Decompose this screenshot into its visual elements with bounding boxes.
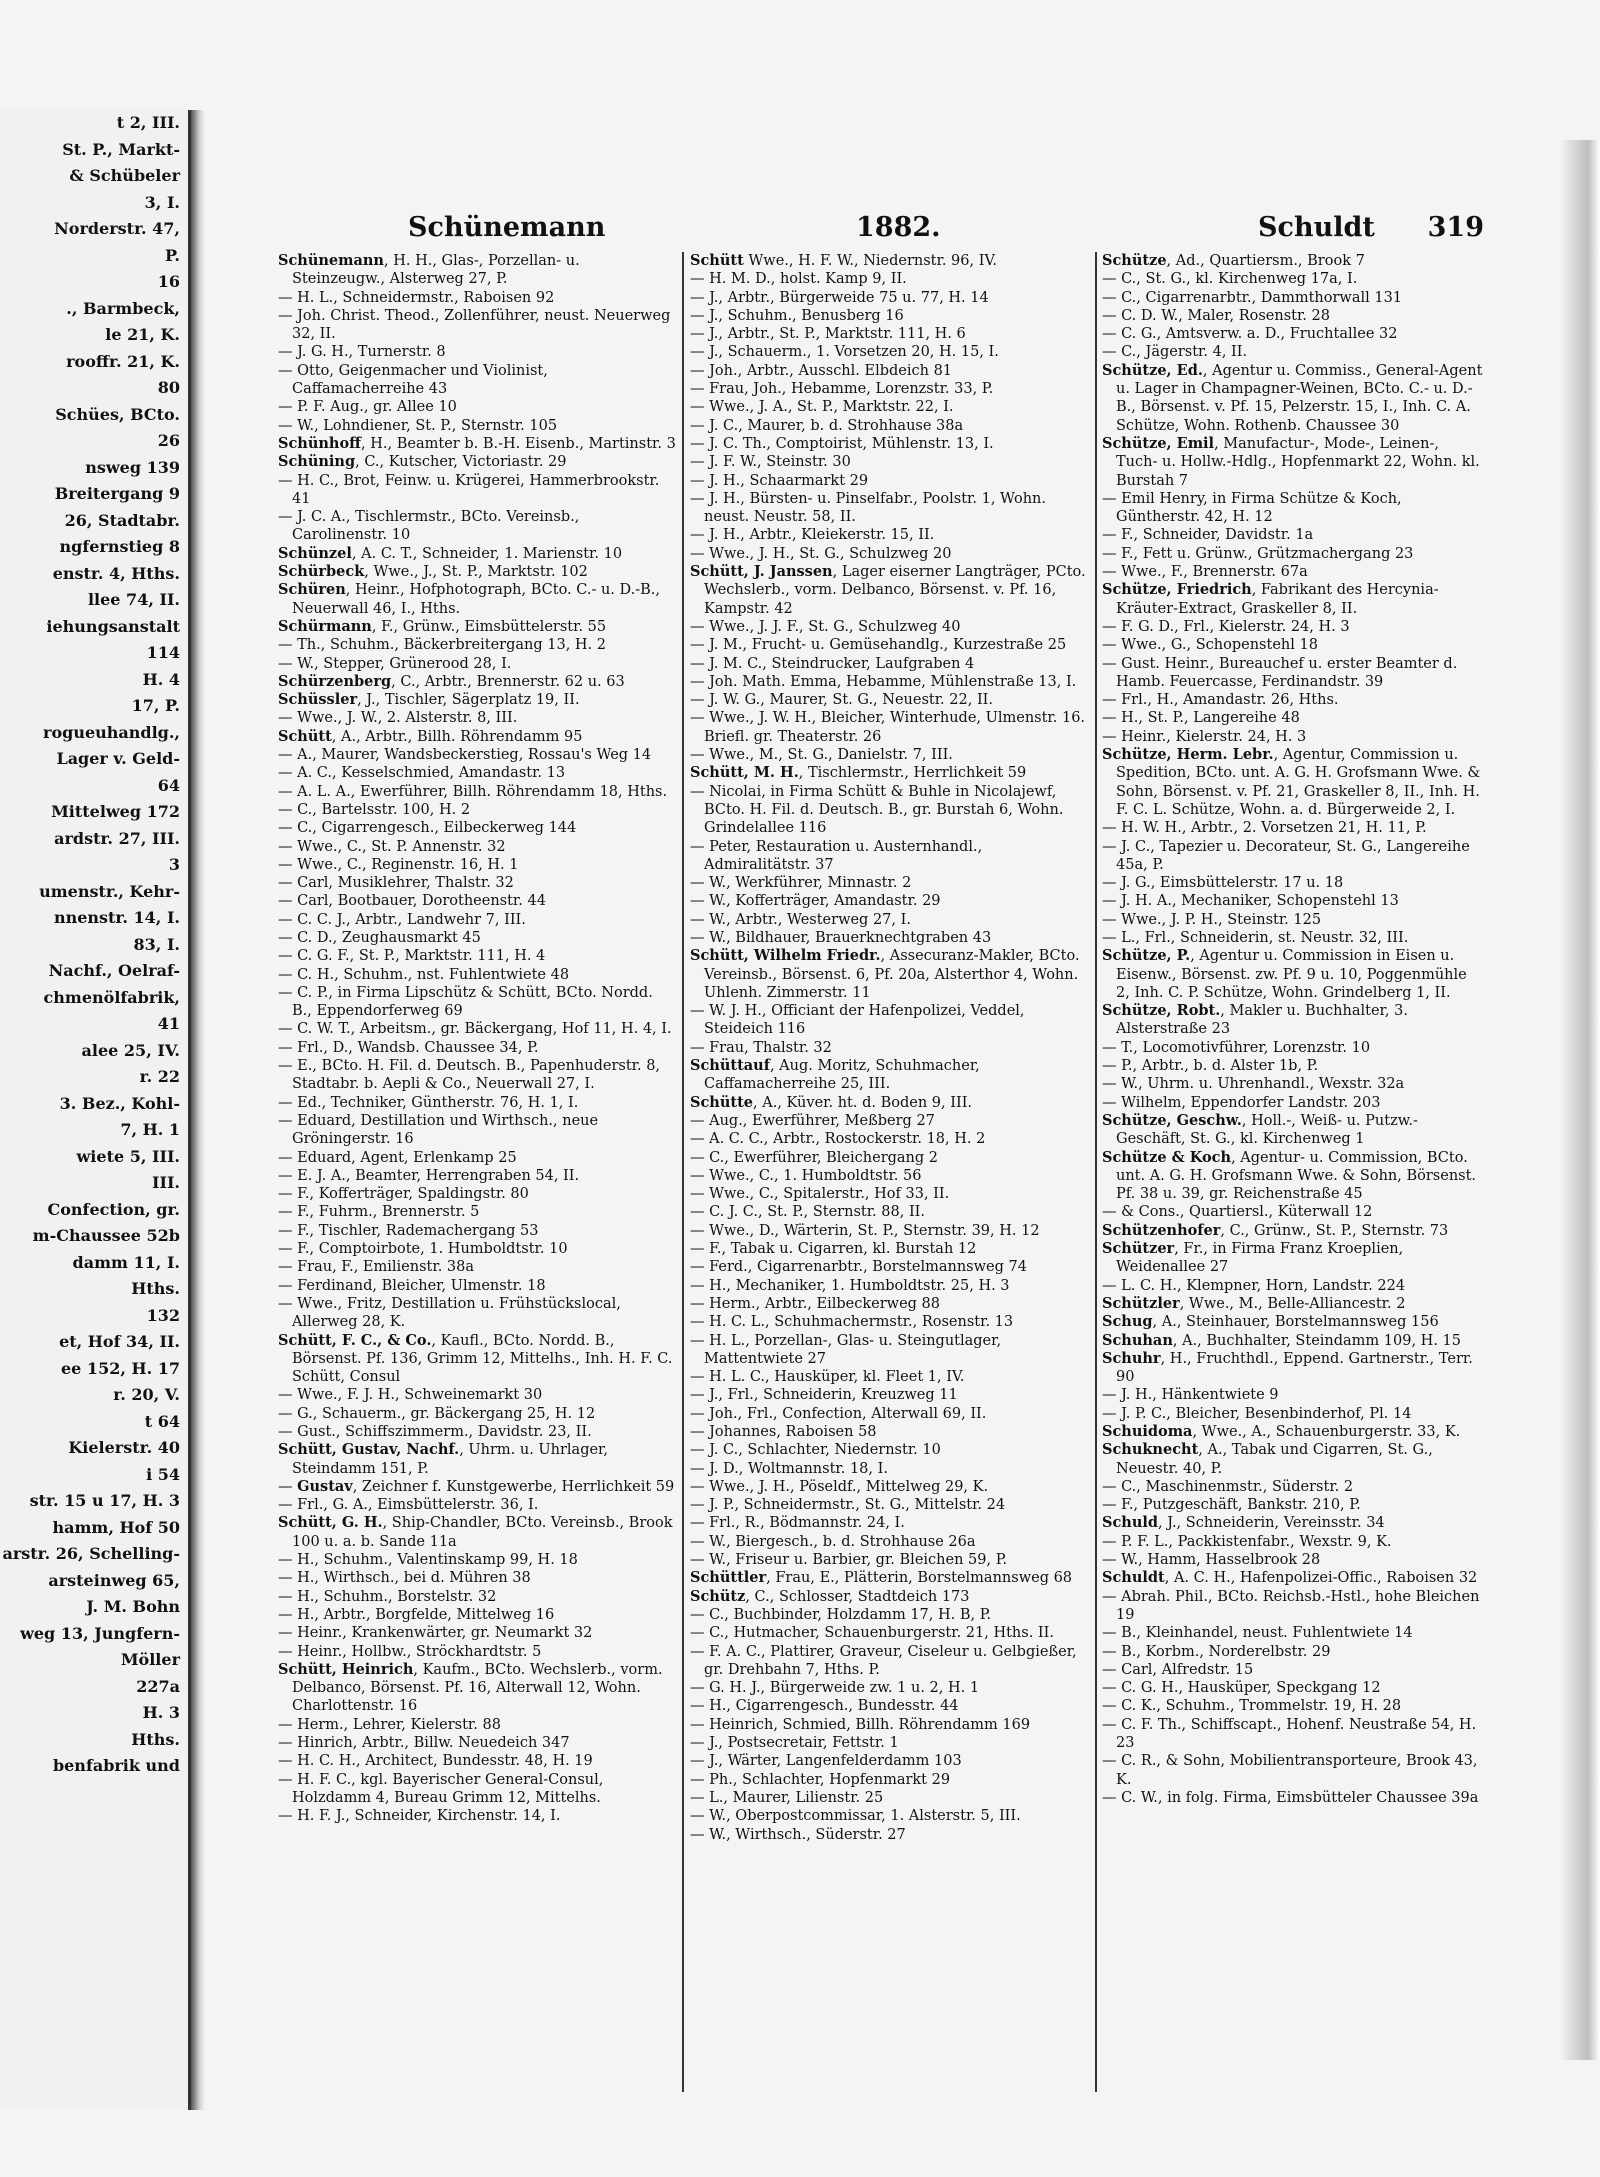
directory-entry: — Heinrich, Schmied, Billh. Röhrendamm 169 [690, 1716, 1031, 1733]
directory-entry: — J. P. C., Bleicher, Besenbinderhof, Pl. 14 [1102, 1405, 1412, 1422]
directory-entry: — A. C. C., Arbtr., Rostockerstr. 18, H. 2 [690, 1131, 986, 1148]
directory-entry: — P., Arbtr., b. d. Alster 1b, P. [1102, 1058, 1319, 1075]
directory-entry: — H., Arbtr., Borgfelde, Mittelweg 16 [278, 1606, 555, 1623]
directory-entry: — Joh. Christ. Theod., Zollenführer, neust. Neuerweg 32, II. [278, 307, 671, 343]
directory-entry: — F., Comptoirbote, 1. Humboldtstr. 10 [278, 1241, 568, 1258]
directory-entry: — H., Wirthsch., bei d. Mühren 38 [278, 1570, 531, 1587]
header-first-name: Schünemann [408, 212, 606, 243]
directory-entry: Schuhr, H., Fruchthdl., Eppend. Gartnerstr., Terr. 90 [1102, 1349, 1473, 1386]
left-fragment-line: 80 [157, 378, 180, 397]
directory-entry: — Ferd., Cigarrenarbtr., Borstelmannsweg 74 [690, 1259, 1027, 1276]
directory-entry: — Frl., H., Amandastr. 26, Hths. [1102, 692, 1339, 709]
left-fragment-line: 17, P. [131, 696, 180, 715]
directory-entry: — J., Arbtr., St. P., Marktstr. 111, H. 6 [690, 326, 966, 343]
directory-entry: — J. F. W., Steinstr. 30 [690, 454, 851, 471]
directory-entry: Schug, A., Steinhauer, Borstelmannsweg 156 [1102, 1313, 1439, 1331]
directory-entry: — C. W. T., Arbeitsm., gr. Bäckergang, Hof 11, H. 4, I. [278, 1021, 672, 1038]
left-fragment-line: le 21, K. [105, 325, 180, 344]
directory-entry: — C. G. F., St. P., Marktstr. 111, H. 4 [278, 948, 546, 965]
directory-entry: — Wwe., J. W., 2. Alsterstr. 8, III. [278, 710, 518, 727]
directory-entry: Schützer, Fr., in Firma Franz Kroeplien, Weidenallee 27 [1102, 1240, 1404, 1276]
left-fragment-line: P. [165, 245, 180, 265]
directory-entry: — H., Mechaniker, 1. Humboldtstr. 25, H. 3 [690, 1277, 1010, 1294]
directory-entry: — H., Cigarrengesch., Bundesstr. 44 [690, 1698, 959, 1715]
directory-entry: — Herm., Arbtr., Eilbeckerweg 88 [690, 1295, 940, 1312]
directory-entry: — Wwe., C., St. P. Annenstr. 32 [278, 838, 506, 855]
directory-entry: Schünzel, A. C. T., Schneider, 1. Marienstr. 10 [278, 544, 623, 562]
left-fragment-line: hamm, Hof 50 [52, 1517, 180, 1537]
left-fragment-line: r. 22 [139, 1067, 180, 1086]
directory-entry: Schütz, C., Schlosser, Stadtdeich 173 [690, 1587, 970, 1605]
directory-entry: — Wwe., C., Spitalerstr., Hof 33, II. [690, 1186, 950, 1203]
directory-entry: — J. H., Bürsten- u. Pinselfabr., Poolstr. 1, Wohn. neust. Neustr. 58, II. [690, 490, 1046, 526]
directory-entry: — L., Maurer, Lilienstr. 25 [690, 1789, 884, 1806]
left-fragment-line: llee 74, II. [87, 590, 180, 609]
directory-entry: — H., Schuhm., Borstelstr. 32 [278, 1588, 497, 1605]
directory-entry: — Wilhelm, Eppendorfer Landstr. 203 [1102, 1094, 1381, 1111]
left-fragment-line: weg 13, Jungfern- [20, 1623, 180, 1643]
directory-entry: — C. G. H., Hausküper, Speckgang 12 [1102, 1680, 1381, 1697]
directory-entry: — J. C., Schlachter, Niedernstr. 10 [690, 1442, 941, 1459]
directory-entry: — Frau, Thalstr. 32 [690, 1039, 832, 1056]
directory-entry: Schütze, Ad., Quartiersm., Brook 7 [1102, 252, 1365, 269]
left-fragment-line: 114 [146, 643, 180, 662]
directory-entry: — Peter, Restauration u. Austernhandl., Admiralitätstr. 37 [690, 838, 983, 873]
directory-entry: Schütze, Robt., Makler u. Buchhalter, 3. Alsterstraße 23 [1102, 1002, 1408, 1038]
left-page-fragment [0, 110, 191, 2110]
left-fragment-line: 227a [136, 1676, 180, 1696]
directory-entry: — C. C. J., Arbtr., Landwehr 7, III. [278, 911, 526, 928]
directory-entry: — B., Korbm., Norderelbstr. 29 [1102, 1643, 1331, 1660]
directory-entry: — W., Bildhauer, Brauerknechtgraben 43 [690, 929, 992, 946]
left-fragment-line: wiete 5, III. [76, 1146, 180, 1166]
directory-entry: — J. H., Hänkentwiete 9 [1102, 1387, 1279, 1404]
left-fragment-line: str. 15 u 17, H. 3 [29, 1491, 180, 1510]
directory-entry: — Frl., D., Wandsb. Chaussee 34, P. [278, 1039, 539, 1056]
left-fragment-line: Nachf., Oelraf- [48, 961, 180, 980]
left-fragment-line: m-Chaussee 52b [32, 1226, 180, 1245]
directory-entry: — Gustav, Zeichner f. Kunstgewerbe, Herrlichkeit 59 [278, 1477, 675, 1495]
directory-entry: — Eduard, Destillation und Wirthsch., neue Gröningerstr. 16 [278, 1112, 599, 1148]
left-fragment-line: enstr. 4, Hths. [52, 563, 180, 583]
directory-entry: Schützenhofer, C., Grünw., St. P., Sternstr. 73 [1102, 1221, 1449, 1239]
directory-entry: — C., Cigarrengesch., Eilbeckerweg 144 [278, 820, 577, 837]
left-fragment-line: 3. Bez., Kohl- [59, 1093, 180, 1113]
directory-entry: — Wwe., J. W. H., Bleicher, Winterhude, Ulmenstr. 16. Briefl. gr. Theaterstr. 26 [690, 710, 1086, 745]
directory-entry: — Heinr., Kielerstr. 24, H. 3 [1102, 728, 1307, 745]
directory-entry: Schütze, Geschw., Holl.-, Weiß- u. Putzw.-Geschäft, St. G., kl. Kirchenweg 1 [1102, 1111, 1418, 1148]
directory-entry: — A., Maurer, Wandsbeckerstieg, Rossau's Weg 14 [278, 747, 652, 764]
directory-entry: Schuhan, A., Buchhalter, Steindamm 109, H. 15 [1102, 1331, 1461, 1349]
directory-entry: — Wwe., J. J. F., St. G., Schulzweg 40 [690, 618, 961, 635]
directory-entry: — C. F. Th., Schiffscapt., Hohenf. Neustraße 54, H. 23 [1102, 1716, 1477, 1752]
directory-entry: — Eduard, Agent, Erlenkamp 25 [278, 1149, 517, 1166]
directory-entry: — C. R., & Sohn, Mobilientransporteure, Brook 43, K. [1102, 1753, 1478, 1788]
left-fragment-line: 26, Stadtabr. [64, 510, 180, 530]
left-fragment-line: chmenölfabrik, [43, 987, 180, 1007]
directory-entry: Schütt, Gustav, Nachf., Uhrm. u. Uhrlager, Steindamm 151, P. [278, 1441, 609, 1477]
directory-entry: — Herm., Lehrer, Kielerstr. 88 [278, 1716, 501, 1733]
left-fragment-line: nsweg 139 [85, 457, 180, 477]
left-fragment-line: 3 [168, 855, 180, 874]
left-fragment-line: arstr. 26, Schelling- [2, 1544, 180, 1563]
left-fragment-line: Möller [120, 1650, 180, 1669]
directory-entry: Schütt, F. C., & Co., Kaufl., BCto. Nordd. B., Börsenst. Pf. 136, Grimm 12, Mittelhs., Inh. H. F. C. Schütt, Consul [278, 1331, 673, 1386]
directory-entry: Schütze, P., Agentur u. Commission in Eisen u. Eisenw., Börsenst. zw. Pf. 9 u. 10, Poggenmühle 2, Inh. C. P. Schütze, Wohn. Grindelberg 1, II. [1102, 947, 1467, 1001]
directory-entry: — W., Uhrm. u. Uhrenhandl., Wexstr. 32a [1102, 1076, 1405, 1093]
directory-entry: — B., Kleinhandel, neust. Fuhlentwiete 14 [1102, 1625, 1413, 1642]
directory-entry: — Wwe., C., 1. Humboldtstr. 56 [690, 1167, 922, 1184]
directory-entry: — J., Schauerm., 1. Vorsetzen 20, H. 15, I. [690, 344, 999, 361]
directory-entry: — H. M. D., holst. Kamp 9, II. [690, 271, 907, 288]
directory-entry: — H. L., Porzellan-, Glas- u. Steingutlager, Mattentwiete 27 [690, 1332, 1002, 1367]
directory-entry: — J. G. H., Turnerstr. 8 [278, 344, 446, 361]
directory-entry: — H. L. C., Hausküper, kl. Fleet 1, IV. [690, 1369, 965, 1386]
directory-entry: — J., Schuhm., Benusberg 16 [690, 307, 904, 324]
directory-entry: — C. K., Schuhm., Trommelstr. 19, H. 28 [1102, 1698, 1402, 1715]
directory-entry: — H. F. J., Schneider, Kirchenstr. 14, I. [278, 1808, 561, 1825]
directory-entry: — P. F. L., Packkistenfabr., Wexstr. 9, K. [1102, 1533, 1392, 1550]
directory-entry: — Wwe., J. H., St. G., Schulzweg 20 [690, 545, 952, 562]
directory-entry: — H., St. P., Langereihe 48 [1102, 710, 1300, 727]
directory-entry: — Johannes, Raboisen 58 [690, 1424, 877, 1440]
directory-entry: Schuld, J., Schneiderin, Vereinsstr. 34 [1102, 1514, 1385, 1532]
directory-entry: — Carl, Bootbauer, Dorotheenstr. 44 [278, 893, 546, 910]
directory-entry: — C. H., Schuhm., nst. Fuhlentwiete 48 [278, 966, 570, 983]
directory-entry: Schütze, Herm. Lebr., Agentur, Commission u. Spedition, BCto. unt. A. G. H. Grofsmann Wwe. & Sohn, Börsenst. v. Pf. 21, Graskeller 8, II., Inh. H. F. C. L. Schütze, Wohn. a. d. Bürgerweide 2, I. [1102, 746, 1481, 818]
left-fragment-line: Schües, BCto. [55, 404, 180, 424]
directory-entry: — & Cons., Quartiersl., Küterwall 12 [1102, 1204, 1373, 1221]
directory-entry: — Hinrich, Arbtr., Billw. Neuedeich 347 [278, 1735, 570, 1752]
left-fragment-line: benfabrik und [52, 1756, 180, 1775]
directory-entry: Schüren, Heinr., Hofphotograph, BCto. C.- u. D.-B., Neuerwall 46, I., Hths. [278, 581, 661, 617]
directory-entry: Schuknecht, A., Tabak und Cigarren, St. G., Neuestr. 40, P. [1102, 1441, 1433, 1477]
directory-entry: — F., Schneider, Davidstr. 1a [1102, 527, 1314, 544]
directory-entry: Schuidoma, Wwe., A., Schauenburgerstr. 33, K. [1102, 1423, 1461, 1440]
directory-entry: — W., Biergesch., b. d. Strohhause 26a [690, 1533, 976, 1550]
directory-entry: Schütt, Heinrich, Kaufm., BCto. Wechslerb., vorm. Delbanco, Börsenst. Pf. 16, Alterwall 12, Wohn. Charlottenstr. 16 [278, 1660, 663, 1715]
left-fragment-line: H. 3 [142, 1703, 180, 1722]
directory-entry: — Frl., R., Bödmannstr. 24, I. [690, 1515, 905, 1532]
directory-entry: Schütt, A., Arbtr., Billh. Röhrendamm 95 [278, 727, 583, 745]
left-fragment-line: rooffr. 21, K. [66, 351, 180, 371]
directory-entry: — J. M. C., Steindrucker, Laufgraben 4 [690, 655, 975, 672]
directory-entry: — Wwe., Fritz, Destillation u. Frühstückslocal, Allerweg 28, K. [278, 1295, 621, 1331]
directory-entry: — Joh. Math. Emma, Hebamme, Mühlenstraße 13, I. [690, 673, 1077, 690]
directory-column-2 [690, 252, 1088, 2092]
directory-entry: — Wwe., C., Reginenstr. 16, H. 1 [278, 856, 519, 873]
left-fragment-line: et, Hof 34, II. [59, 1332, 180, 1351]
directory-entry: — Carl, Musiklehrer, Thalstr. 32 [278, 875, 514, 892]
column-rule [682, 252, 684, 2092]
directory-entry: — F., Kofferträger, Spaldingstr. 80 [278, 1186, 529, 1203]
directory-entry: — W., Wirthsch., Süderstr. 27 [690, 1826, 906, 1843]
directory-entry: — G. H. J., Bürgerweide zw. 1 u. 2, H. 1 [690, 1680, 980, 1697]
directory-entry: — C., Cigarrenarbtr., Dammthorwall 131 [1102, 289, 1403, 306]
directory-entry: — Ferdinand, Bleicher, Ulmenstr. 18 [278, 1277, 546, 1294]
left-fragment-line: t 64 [144, 1411, 180, 1431]
left-fragment-line: umenstr., Kehr- [39, 881, 180, 901]
directory-entry: — Th., Schuhm., Bäckerbreitergang 13, H. 2 [278, 637, 606, 654]
left-fragment-line: 83, I. [133, 934, 180, 954]
directory-entry: — J., Postsecretair, Fettstr. 1 [690, 1735, 899, 1752]
left-fragment-line: 16 [157, 272, 180, 291]
directory-entry: — W., Friseur u. Barbier, gr. Bleichen 59, P. [690, 1552, 1008, 1569]
left-fragment-line: alee 25, IV. [81, 1040, 180, 1060]
directory-entry: — H., Schuhm., Valentinskamp 99, H. 18 [278, 1552, 578, 1569]
directory-entry: — W., Werkführer, Minnastr. 2 [690, 875, 912, 892]
directory-entry: — J. C. Th., Comptoirist, Mühlenstr. 13, I. [690, 435, 994, 452]
directory-entry: — Frau, Joh., Hebamme, Lorenzstr. 33, P. [690, 381, 994, 398]
directory-entry: — C. J. C., St. P., Sternstr. 88, II. [690, 1204, 926, 1221]
directory-entry: — Frau, F., Emilienstr. 38a [278, 1259, 475, 1276]
directory-entry: — W., Stepper, Grünerood 28, I. [278, 655, 512, 672]
directory-entry: — H. C. H., Architect, Bundesstr. 48, H. 19 [278, 1753, 593, 1770]
left-fragment-line: J. M. Bohn [86, 1597, 180, 1616]
directory-entry: — Wwe., J. H., Pöseldf., Mittelweg 29, K. [690, 1478, 989, 1495]
left-fragment-line: ardstr. 27, III. [54, 828, 180, 848]
directory-entry: — F. G. D., Frl., Kielerstr. 24, H. 3 [1102, 618, 1350, 635]
left-fragment-line: 26 [157, 431, 180, 450]
directory-entry: Schüssler, J., Tischler, Sägerplatz 19, II. [278, 691, 580, 709]
left-fragment-line: ., Barmbeck, [66, 298, 180, 318]
header-last-name: Schuldt [1258, 212, 1375, 243]
directory-entry: — Wwe., D., Wärterin, St. P., Sternstr. 39, H. 12 [690, 1222, 1040, 1239]
directory-entry: — J., Frl., Schneiderin, Kreuzweg 11 [690, 1387, 958, 1404]
directory-entry: Schütze & Koch, Agentur- u. Commission, BCto. unt. A. G. H. Grofsmann Wwe. & Sohn, Börsenst. Pf. 38 u. 39, gr. Reichenstraße 45 [1102, 1148, 1477, 1203]
directory-entry: — C. G., Amtsverw. a. D., Fruchtallee 32 [1102, 326, 1398, 343]
directory-entry: — F., Fett u. Grünw., Grützmachergang 23 [1102, 545, 1414, 562]
directory-entry: — C., Bartelsstr. 100, H. 2 [278, 801, 471, 818]
left-fragment-line: iehungsanstalt [46, 616, 180, 636]
directory-columns [278, 252, 1484, 2092]
left-fragment-line: r. 20, V. [113, 1385, 180, 1404]
directory-entry: — Ph., Schlachter, Hopfenmarkt 29 [690, 1771, 951, 1788]
directory-entry: — C., Jägerstr. 4, II. [1102, 344, 1248, 361]
directory-entry: Schützler, Wwe., M., Belle-Alliancestr. 2 [1102, 1294, 1406, 1312]
directory-entry: — Heinr., Krankenwärter, gr. Neumarkt 32 [278, 1625, 593, 1642]
column-rule [1095, 252, 1097, 2092]
directory-entry: — H. C. L., Schuhmachermstr., Rosenstr. 13 [690, 1314, 1014, 1331]
directory-entry: Schünemann, H. H., Glas-, Porzellan- u. Steinzeugw., Alsterweg 27, P. [278, 252, 580, 288]
left-fragment-line: Mittelweg 172 [51, 802, 180, 821]
left-fragment-line: Norderstr. 47, [54, 219, 180, 238]
directory-entry: — Gust. Heinr., Bureauchef u. erster Beamter d. Hamb. Feuercasse, Ferdinandstr. 39 [1102, 655, 1458, 690]
directory-entry: — C., Maschinenmstr., Süderstr. 2 [1102, 1478, 1354, 1495]
directory-entry: — F. A. C., Plattirer, Graveur, Ciseleur u. Gelbgießer, gr. Drehbahn 7, Hths. P. [690, 1643, 1077, 1678]
directory-entry: — Gust., Schiffszimmerm., Davidstr. 23, II. [278, 1424, 592, 1440]
directory-entry: — Nicolai, in Firma Schütt & Buhle in Nicolajewf, BCto. H. Fil. d. Deutsch. B., gr. Burstah 6, Wohn. Grindelallee 116 [690, 783, 1064, 837]
left-fragment-line: ee 152, H. 17 [61, 1358, 180, 1378]
page-number: 319 [1427, 212, 1484, 243]
directory-entry: — J. D., Woltmannstr. 18, I. [690, 1460, 888, 1477]
directory-entry: — J. M., Frucht- u. Gemüsehandlg., Kurzestraße 25 [690, 637, 1067, 654]
page-gutter [191, 110, 205, 2110]
directory-entry: — H. L., Schneidermstr., Raboisen 92 [278, 289, 555, 306]
directory-entry: — L. C. H., Klempner, Horn, Landstr. 224 [1102, 1277, 1406, 1294]
left-fragment-line: & Schübeler [69, 166, 180, 185]
directory-entry: — J. C., Maurer, b. d. Strohhause 38a [690, 417, 964, 434]
left-fragment-line: 64 [157, 775, 180, 795]
directory-entry: — J. C. A., Tischlermstr., BCto. Vereinsb., Carolinenstr. 10 [278, 509, 580, 544]
directory-entry: — T., Locomotivführer, Lorenzstr. 10 [1102, 1039, 1371, 1056]
directory-entry: — F., Fuhrm., Brennerstr. 5 [278, 1204, 480, 1221]
directory-entry: — W. J. H., Officiant der Hafenpolizei, Veddel, Steideich 116 [690, 1003, 1025, 1038]
directory-entry: — J. P., Schneidermstr., St. G., Mittelstr. 24 [690, 1497, 1006, 1514]
directory-entry: — J. H., Arbtr., Kleiekerstr. 15, II. [690, 527, 935, 544]
directory-entry: — Wwe., F., Brennerstr. 67a [1102, 564, 1308, 581]
directory-entry: — J. G., Eimsbüttelerstr. 17 u. 18 [1102, 875, 1344, 892]
directory-entry: — Joh., Frl., Confection, Alterwall 69, II. [690, 1405, 987, 1422]
left-fragment-line: Confection, gr. [47, 1199, 180, 1219]
directory-entry: — Aug., Ewerführer, Meßberg 27 [690, 1112, 935, 1129]
directory-entry: Schütt, G. H., Ship-Chandler, BCto. Vereinsb., Brook 100 u. a. b. Sande 11a [278, 1514, 673, 1550]
page-header [268, 212, 1484, 252]
directory-entry: Schürbeck, Wwe., J., St. P., Marktstr. 102 [278, 563, 588, 581]
directory-entry: — F., Putzgeschäft, Bankstr. 210, P. [1102, 1497, 1361, 1514]
directory-entry: — Abrah. Phil., BCto. Reichsb.-Hstl., hohe Bleichen 19 [1102, 1588, 1480, 1623]
left-fragment-line: arsteinweg 65, [48, 1570, 180, 1590]
left-fragment-line: damm 11, I. [72, 1252, 180, 1272]
directory-column-1 [278, 252, 676, 2092]
directory-entry: Schütze, Emil, Manufactur-, Mode-, Leinen-, Tuch- u. Hollw.-Hdlg., Hopfenmarkt 22, Wohn. kl. Burstah 7 [1102, 434, 1480, 489]
directory-entry: — P. F. Aug., gr. Allee 10 [278, 399, 457, 416]
directory-entry: Schünhoff, H., Beamter b. B.-H. Eisenb., Martinstr. 3 [278, 434, 676, 452]
directory-column-3 [1102, 252, 1484, 2092]
page-edge [1560, 140, 1600, 2060]
directory-entry: Schütze, Friedrich, Fabrikant des Hercynia-Kräuter-Extract, Graskeller 8, II. [1102, 581, 1439, 617]
directory-entry: Schüttler, Frau, E., Plätterin, Borstelmannsweg 68 [690, 1569, 1073, 1587]
directory-entry: — Wwe., J. A., St. P., Marktstr. 22, I. [690, 399, 954, 416]
directory-entry: — C. D. W., Maler, Rosenstr. 28 [1102, 307, 1330, 324]
directory-entry: — J. H., Schaarmarkt 29 [690, 472, 869, 489]
directory-entry: Schürzenberg, C., Arbtr., Brennerstr. 62 u. 63 [278, 672, 625, 690]
directory-entry: — E. J. A., Beamter, Herrengraben 54, II. [278, 1167, 580, 1184]
directory-entry: — E., BCto. H. Fil. d. Deutsch. B., Papenhuderstr. 8, Stadtabr. b. Aepli & Co., Neuerwall 27, I. [278, 1058, 661, 1093]
directory-entry: — W., Oberpostcommissar, 1. Alsterstr. 5, III. [690, 1808, 1021, 1825]
left-fragment-line: t 2, III. [116, 113, 180, 132]
directory-entry: — Wwe., G., Schopenstehl 18 [1102, 637, 1318, 654]
left-fragment-line: rogueuhandlg., [43, 722, 180, 742]
directory-entry: Schüttauf, Aug. Moritz, Schuhmacher, Caffamacherreihe 25, III. [690, 1057, 980, 1093]
directory-entry: — Emil Henry, in Firma Schütze & Koch, Güntherstr. 42, H. 12 [1102, 490, 1402, 526]
directory-entry: — H. F. C., kgl. Bayerischer General-Consul, Holzdamm 4, Bureau Grimm 12, Mittelhs. [278, 1771, 604, 1806]
left-fragment-line: i 54 [146, 1464, 180, 1484]
directory-entry: — J., Arbtr., Bürgerweide 75 u. 77, H. 14 [690, 289, 989, 306]
directory-entry: — H. W. H., Arbtr., 2. Vorsetzen 21, H. 11, P. [1102, 820, 1427, 837]
directory-entry: — F., Tabak u. Cigarren, kl. Burstah 12 [690, 1241, 977, 1258]
left-fragment-line: Lager v. Geld- [56, 749, 180, 768]
left-fragment-line: Hths. [131, 1729, 180, 1749]
left-fragment-line: Hths. [131, 1279, 180, 1298]
directory-entry: Schütt, M. H., Tischlermstr., Herrlichkeit 59 [690, 764, 1027, 782]
directory-entry: — A. C., Kesselschmied, Amandastr. 13 [278, 765, 566, 782]
directory-entry: Schütt Wwe., H. F. W., Niedernstr. 96, IV. [690, 252, 998, 269]
directory-entry: — Frl., G. A., Eimsbüttelerstr. 36, I. [278, 1497, 539, 1514]
directory-entry: — Joh., Arbtr., Ausschl. Elbdeich 81 [690, 362, 953, 379]
directory-entry: — F., Tischler, Rademachergang 53 [278, 1222, 539, 1239]
left-fragment-line: H. 4 [142, 669, 180, 689]
left-fragment-line: 41 [157, 1014, 180, 1033]
left-fragment-line: Breitergang 9 [54, 484, 180, 503]
left-fragment-line: 7, H. 1 [120, 1120, 180, 1139]
directory-entry: Schütze, Ed., Agentur u. Commiss., General-Agent u. Lager in Champagner-Weinen, BCto. C.- u. D.-B., Börsenst. v. Pf. 15, Pelzerstr. 15, I., Inh. C. A. Schütze, Wohn. Rothenb. Chaussee 30 [1102, 361, 1483, 434]
directory-entry: — H. C., Brot, Feinw. u. Krügerei, Hammerbrookstr. 41 [278, 472, 660, 507]
left-fragment-line: 3, I. [144, 192, 180, 212]
directory-entry: — C. D., Zeughausmarkt 45 [278, 929, 481, 946]
directory-entry: Schuldt, A. C. H., Hafenpolizei-Offic., Raboisen 32 [1102, 1569, 1478, 1587]
directory-entry: — C. W., in folg. Firma, Eimsbütteler Chaussee 39a [1102, 1789, 1479, 1806]
directory-entry: — J. W. G., Maurer, St. G., Neuestr. 22, II. [690, 692, 994, 709]
left-fragment-line: III. [151, 1173, 180, 1192]
directory-entry: — C., Ewerführer, Bleichergang 2 [690, 1149, 939, 1166]
header-year: 1882. [856, 212, 941, 243]
directory-entry: — J., Wärter, Langenfelderdamm 103 [690, 1753, 962, 1770]
directory-entry: — L., Frl., Schneiderin, st. Neustr. 32, III. [1102, 929, 1409, 946]
directory-entry: Schütte, A., Küver. ht. d. Boden 9, III. [690, 1093, 973, 1111]
directory-entry: — Ed., Techniker, Güntherstr. 76, H. 1, I. [278, 1094, 579, 1111]
directory-entry: — Heinr., Hollbw., Ströckhardtstr. 5 [278, 1643, 542, 1660]
directory-entry: Schütt, J. Janssen, Lager eiserner Langträger, PCto. Wechslerb., vorm. Delbanco, Börsenst. v. Pf. 16, Kampstr. 42 [690, 563, 1086, 617]
directory-entry: — Wwe., J. P. H., Steinstr. 125 [1102, 911, 1322, 928]
left-fragment-line: Kielerstr. 40 [68, 1438, 180, 1457]
directory-entry: — Otto, Geigenmacher und Violinist, Caffamacherreihe 43 [278, 362, 548, 398]
left-fragment-line: nnenstr. 14, I. [53, 908, 180, 927]
directory-entry: — W., Arbtr., Westerweg 27, I. [690, 911, 911, 928]
directory-entry: — C. P., in Firma Lipschütz & Schütt, BCto. Nordd. B., Eppendorferweg 69 [278, 984, 653, 1020]
directory-entry: — W., Lohndiener, St. P., Sternstr. 105 [278, 417, 558, 434]
directory-entry: — J. H. A., Mechaniker, Schopenstehl 13 [1102, 893, 1399, 910]
directory-entry: — A. L. A., Ewerführer, Billh. Röhrendamm 18, Hths. [278, 783, 668, 800]
directory-entry: — Wwe., F. J. H., Schweinemarkt 30 [278, 1387, 543, 1404]
directory-entry: — W., Hamm, Hasselbrook 28 [1102, 1552, 1321, 1569]
directory-entry: — C., Hutmacher, Schauenburgerstr. 21, Hths. II. [690, 1625, 1054, 1642]
directory-entry: — J. C., Tapezier u. Decorateur, St. G., Langereihe 45a, P. [1102, 838, 1470, 873]
directory-entry: — W., Kofferträger, Amandastr. 29 [690, 893, 941, 910]
directory-entry: — Wwe., M., St. G., Danielstr. 7, III. [690, 747, 953, 764]
directory-entry: — C., Buchbinder, Holzdamm 17, H. B, P. [690, 1606, 992, 1623]
left-fragment-line: 132 [146, 1305, 180, 1325]
directory-entry: — G., Schauerm., gr. Bäckergang 25, H. 12 [278, 1405, 596, 1422]
directory-entry: Schürmann, F., Grünw., Eimsbüttelerstr. 55 [278, 617, 607, 635]
directory-entry: — C., St. G., kl. Kirchenweg 17a, I. [1102, 271, 1358, 288]
directory-entry: Schütt, Wilhelm Friedr., Assecuranz-Makler, BCto. Vereinsb., Börsenst. 6, Pf. 20a, Alsterthor 4, Wohn. Uhlenh. Zimmerstr. 11 [690, 947, 1080, 1001]
left-fragment-line: St. P., Markt- [62, 139, 180, 159]
left-fragment-line: ngfernstieg 8 [59, 537, 180, 556]
directory-entry: Schüning, C., Kutscher, Victoriastr. 29 [278, 453, 567, 471]
directory-entry: — Carl, Alfredstr. 15 [1102, 1661, 1254, 1678]
